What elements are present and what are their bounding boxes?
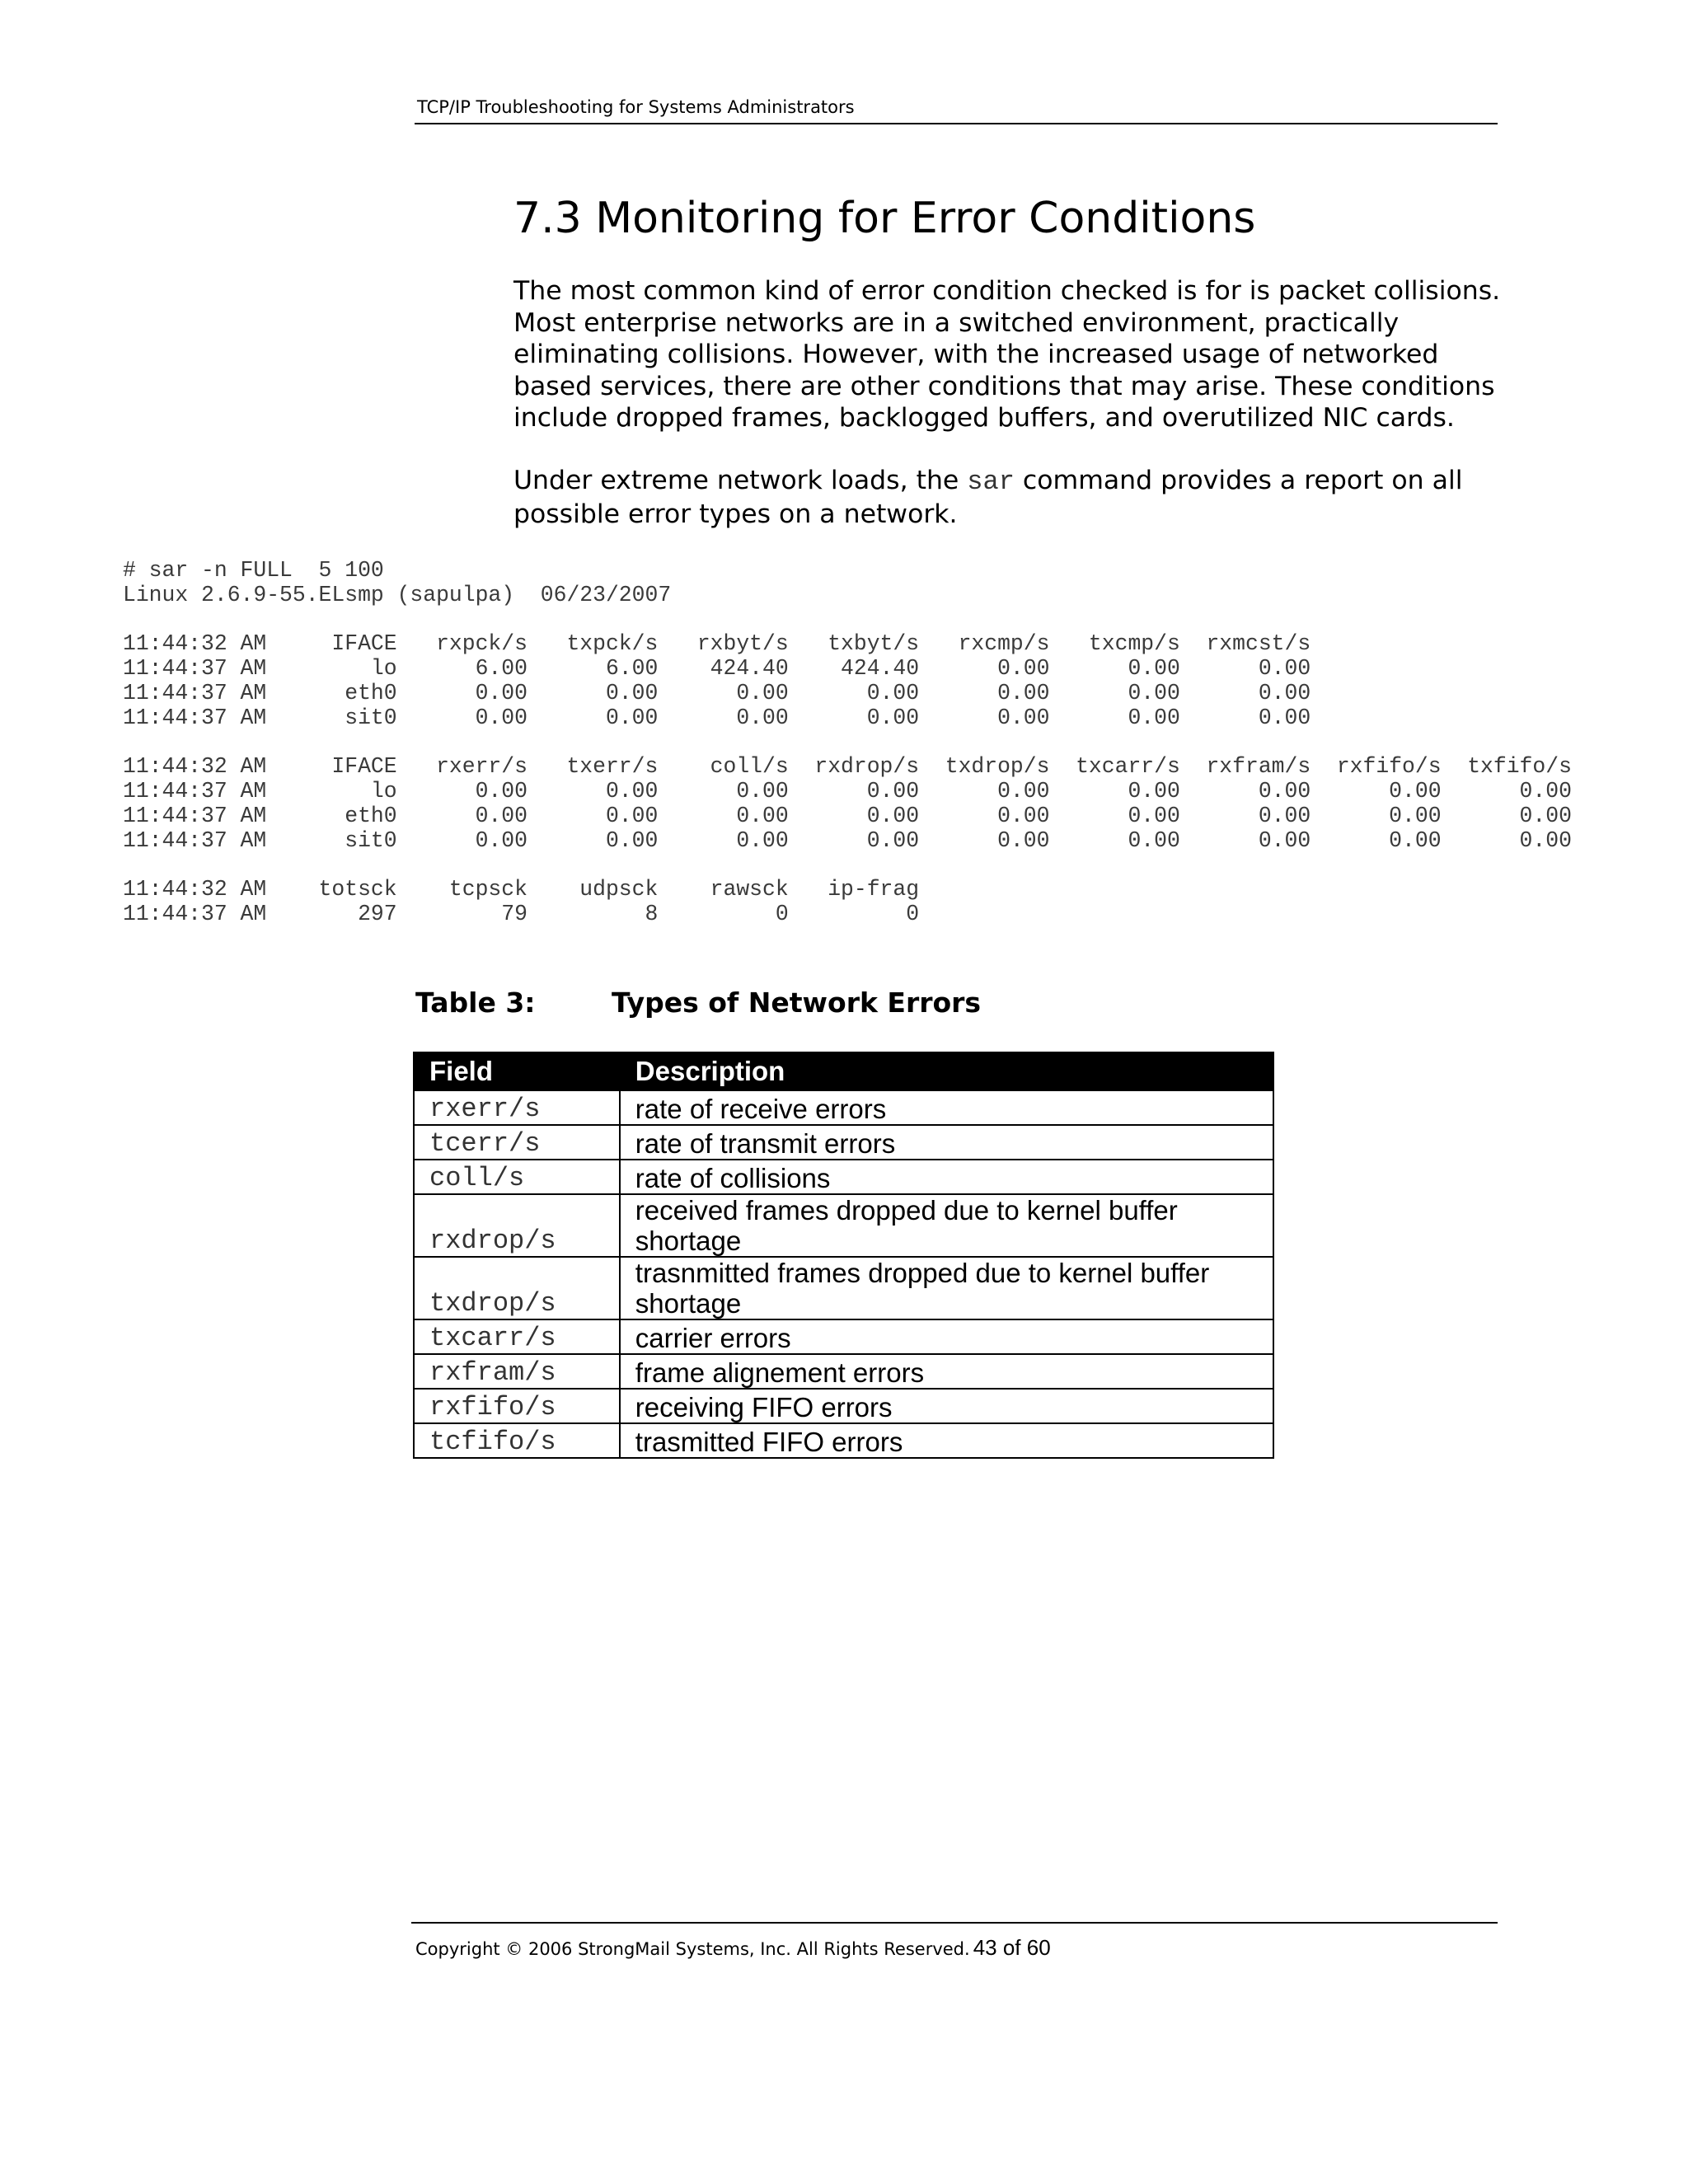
- listing-line: 11:44:32 AM IFACE rxerr/s txerr/s coll/s rxdrop/s txdrop/s txcarr/s rxfram/s rxfifo/s txfifo/s: [123, 754, 1572, 780]
- field-cell: tcerr/s: [414, 1125, 620, 1160]
- header-rule: [415, 123, 1498, 124]
- page-footer: [415, 1935, 1051, 1961]
- field-cell: rxfifo/s: [414, 1389, 620, 1423]
- table-caption-label: Table 3:: [415, 987, 536, 1019]
- listing-line: 11:44:37 AM sit0 0.00 0.00 0.00 0.00 0.00 0.00 0.00: [123, 705, 1311, 730]
- footer-rule: [411, 1922, 1498, 1924]
- listing-line: Linux 2.6.9-55.ELsmp (sapulpa) 06/23/2007: [123, 582, 672, 607]
- field-cell: rxdrop/s: [414, 1194, 620, 1257]
- running-header: TCP/IP Troubleshooting for Systems Administrators: [417, 97, 855, 117]
- listing-line: 11:44:37 AM lo 0.00 0.00 0.00 0.00 0.00 0.00 0.00 0.00 0.00: [123, 779, 1572, 804]
- table-row: [414, 1194, 1273, 1257]
- listing-line: 11:44:37 AM sit0 0.00 0.00 0.00 0.00 0.00 0.00 0.00 0.00 0.00: [123, 827, 1572, 853]
- description-cell: receiving FIFO errors: [620, 1389, 1273, 1423]
- field-cell: coll/s: [414, 1160, 620, 1194]
- table-caption-title: Types of Network Errors: [612, 987, 982, 1019]
- listing-line: 11:44:32 AM IFACE rxpck/s txpck/s rxbyt/s txbyt/s rxcmp/s txcmp/s rxmcst/s: [123, 631, 1311, 657]
- table-row: [414, 1354, 1273, 1389]
- network-errors-table: [413, 1052, 1274, 1459]
- field-cell: rxerr/s: [414, 1090, 620, 1125]
- listing-line: 11:44:37 AM lo 6.00 6.00 424.40 424.40 0.00 0.00 0.00: [123, 656, 1311, 682]
- sar-paragraph-tail: command provides a report on all possible error types on a network.: [513, 466, 1463, 529]
- description-cell: received frames dropped due to kernel buffer shortage: [620, 1194, 1273, 1257]
- page-number: 43 of 60: [973, 1935, 1051, 1960]
- listing-line: 11:44:37 AM eth0 0.00 0.00 0.00 0.00 0.00 0.00 0.00 0.00 0.00: [123, 803, 1572, 828]
- copyright-text: Copyright © 2006 StrongMail Systems, Inc. All Rights Reserved.: [415, 1939, 970, 1959]
- table-row: [414, 1423, 1273, 1458]
- listing-line: [123, 608, 1572, 633]
- table-header-row: [414, 1052, 1273, 1090]
- field-cell: tcfifo/s: [414, 1423, 620, 1458]
- description-cell: carrier errors: [620, 1319, 1273, 1354]
- description-cell: trasnmitted frames dropped due to kernel buffer shortage: [620, 1257, 1273, 1319]
- table-row: [414, 1125, 1273, 1160]
- field-cell: txcarr/s: [414, 1319, 620, 1354]
- description-cell: rate of collisions: [620, 1160, 1273, 1194]
- listing-line: 11:44:37 AM 297 79 8 0 0: [123, 902, 920, 927]
- listing-line: [123, 854, 1572, 879]
- sar-paragraph: [513, 465, 1503, 530]
- description-cell: rate of transmit errors: [620, 1125, 1273, 1160]
- listing-line: # sar -n FULL 5 100: [123, 558, 384, 583]
- table-row: [414, 1160, 1273, 1194]
- section-title: 7.3 Monitoring for Error Conditions: [513, 194, 1256, 243]
- table-caption: [415, 987, 982, 1019]
- column-header-description: Description: [620, 1052, 1273, 1090]
- listing-line: 11:44:32 AM totsck tcpsck udpsck rawsck ip-frag: [123, 877, 920, 902]
- table-body: [414, 1090, 1273, 1458]
- listing-line: 11:44:37 AM eth0 0.00 0.00 0.00 0.00 0.00 0.00 0.00: [123, 680, 1311, 705]
- description-cell: trasmitted FIFO errors: [620, 1423, 1273, 1458]
- sar-command-code: sar: [967, 466, 1015, 497]
- listing-line: [123, 731, 1572, 756]
- description-cell: frame alignement errors: [620, 1354, 1273, 1389]
- field-cell: txdrop/s: [414, 1257, 620, 1319]
- field-cell: rxfram/s: [414, 1354, 620, 1389]
- table-row: [414, 1319, 1273, 1354]
- column-header-field: Field: [414, 1052, 620, 1090]
- sar-output-listing: [123, 559, 1572, 927]
- table-row: [414, 1257, 1273, 1319]
- intro-paragraph: The most common kind of error condition checked is for is packet collisions. Most enterprise networks are in a switched environment, practically eliminating collisions. However, with the increased usage of networked based services, there are other conditions that may arise. These conditions include dropped frames, backlogged buffers, and overutilized NIC cards.: [513, 276, 1501, 433]
- table-row: [414, 1090, 1273, 1125]
- sar-paragraph-lead: Under extreme network loads, the: [513, 466, 968, 495]
- table-row: [414, 1389, 1273, 1423]
- description-cell: rate of receive errors: [620, 1090, 1273, 1125]
